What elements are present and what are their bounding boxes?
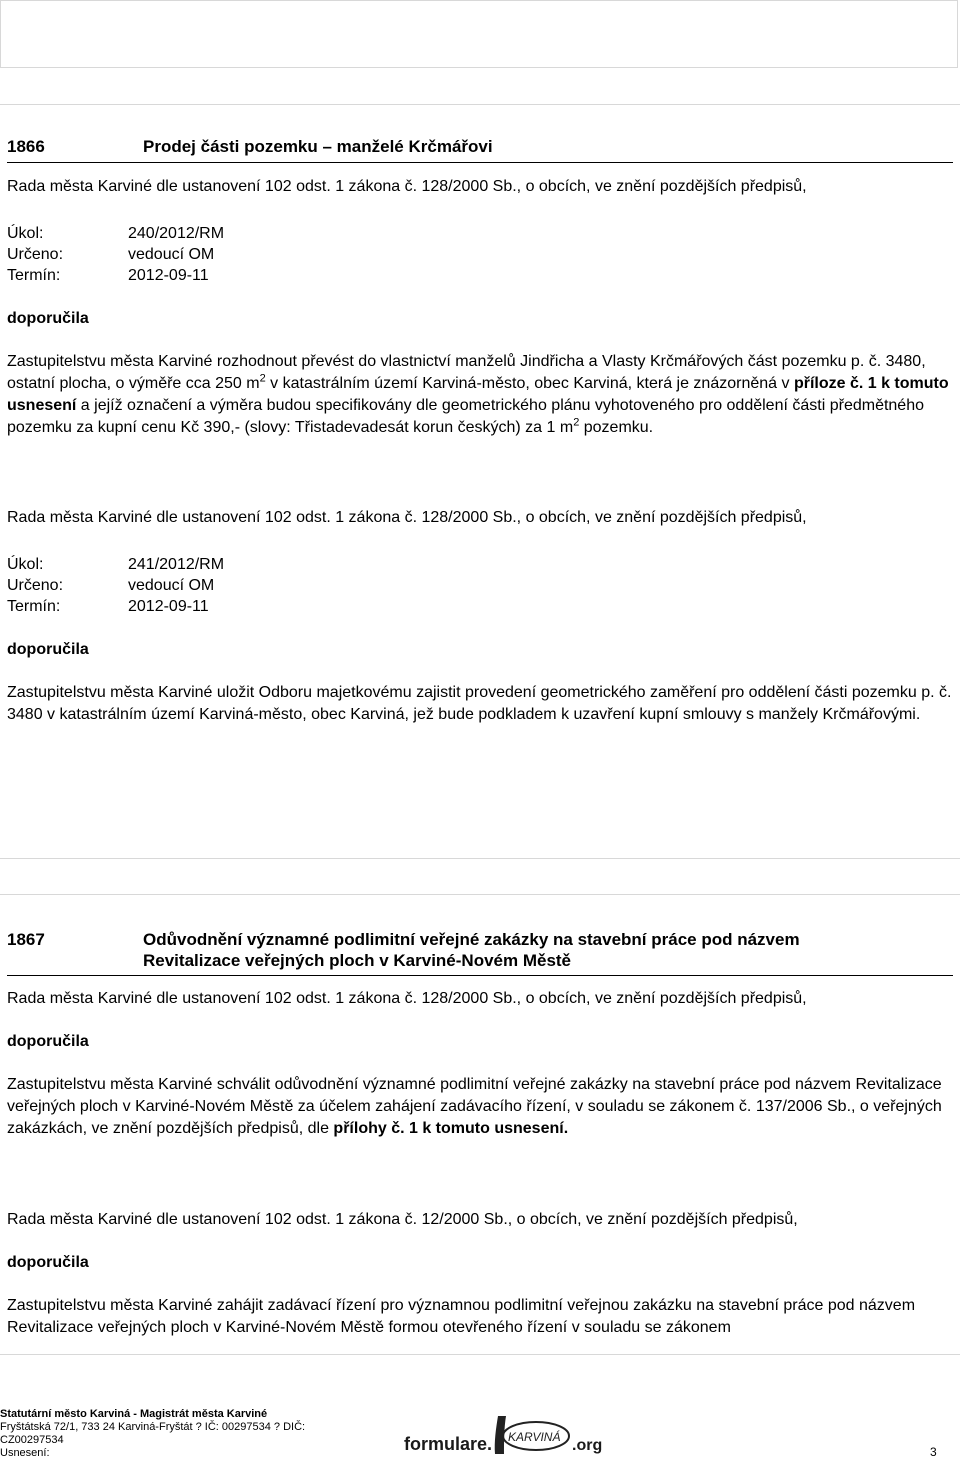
resolution-verb: doporučila xyxy=(7,1254,89,1271)
assigned-value: vedoucí OM xyxy=(128,246,215,263)
resolution-intro: Rada města Karviné dle ustanovení 102 odst. 1 zákona č. 12/2000 Sb., o obcích, ve znění pozdějších předpisů, xyxy=(7,1211,798,1228)
logo-text-right: .org xyxy=(572,1437,603,1454)
assigned-value: vedoucí OM xyxy=(128,577,215,594)
footer-dic: CZ00297534 xyxy=(0,1434,64,1446)
logo-text-left: formulare. xyxy=(404,1434,493,1454)
title-rule xyxy=(7,975,953,976)
resolution-verb: doporučila xyxy=(7,1033,89,1050)
item-number: 1866 xyxy=(7,137,45,156)
task-info xyxy=(7,554,224,617)
assigned-label: Určeno: xyxy=(7,246,64,263)
item-number: 1867 xyxy=(7,930,45,949)
formulare-logo xyxy=(400,1406,620,1457)
task-value: 241/2012/RM xyxy=(128,556,225,573)
footer xyxy=(0,1408,305,1460)
item-title-line: Odůvodnění významné podlimitní veřejné zakázky na stavební práce pod názvem xyxy=(143,930,800,949)
task-info xyxy=(7,223,224,286)
resolution-verb: doporučila xyxy=(7,641,89,658)
page-separator xyxy=(0,894,960,895)
resolution-text: Zastupitelstvu města Karviné schválit odůvodnění významné podlimitní veřejné zakázky na stavební práce pod názvem Revitalizace veřejných ploch v Karviné-Novém Městě za účelem zahájení zadávacího řízení, v souladu se zákonem č. 137/2006 Sb., o veřejných zakázkách, ve znění pozdějších předpisů, dle přílohy č. 1 k tomuto usnesení. xyxy=(7,1076,942,1137)
resolution-text: Zastupitelstvu města Karviné uložit Odboru majetkovému zajistit provedení geometrického zaměření pro oddělení části pozemku p. č. 3480 v katastrálním území Karviná-město, obec Karviná, jež bude podkladem k uzavření kupní smlouvy s manžely Krčmářovými. xyxy=(7,684,952,723)
logo-text-mid: KARVINÁ xyxy=(508,1430,561,1444)
footer-label: Usnesení: xyxy=(0,1447,50,1459)
page-separator xyxy=(0,1354,960,1355)
header-blank-area xyxy=(0,0,958,68)
page-separator xyxy=(0,858,960,859)
resolution-text: Zastupitelstvu města Karviné rozhodnout převést do vlastnictví manželů Jindřicha a Vlasty Krčmářových část pozemku p. č. 3480, ostatní plocha, o výměře cca 250 $m^2$ v katastrálním území Karviná-město, obec Karviná, která je znázorněná v příloze č. 1 k tomuto usnesení a jejíž označení a výměra budou specifikovány dle geometrického plánu vyhotoveného pro oddělení části předmětného pozemku za kupní cenu Kč 390,- (slovy: Třistadevadesát korun českých) za 1 $m^2$ pozemku. xyxy=(7,353,949,436)
task-value: 240/2012/RM xyxy=(128,225,225,242)
item-title-line: Revitalizace veřejných ploch v Karviné-Novém Městě xyxy=(143,951,572,970)
task-label: Úkol: xyxy=(7,225,44,242)
item-title: Prodej části pozemku – manželé Krčmářovi xyxy=(143,137,493,156)
resolution-text: Zastupitelstvu města Karviné zahájit zadávací řízení pro významnou podlimitní veřejnou zakázku na stavební práce pod názvem Revitalizace veřejných ploch v Karviné-Novém Městě formou otevřeného řízení v souladu se zákonem xyxy=(7,1297,916,1336)
resolution-intro: Rada města Karviné dle ustanovení 102 odst. 1 zákona č. 128/2000 Sb., o obcích, ve znění pozdějších předpisů, xyxy=(7,509,807,526)
page-number: 3 xyxy=(930,1445,937,1459)
assigned-label: Určeno: xyxy=(7,577,64,594)
resolution-verb: doporučila xyxy=(7,310,89,327)
deadline-label: Termín: xyxy=(7,267,61,284)
deadline-value: 2012-09-11 xyxy=(128,598,209,615)
title-rule xyxy=(7,162,953,163)
resolution-intro: Rada města Karviné dle ustanovení 102 odst. 1 zákona č. 128/2000 Sb., o obcích, ve znění pozdějších předpisů, xyxy=(7,178,807,195)
page-separator xyxy=(0,104,960,105)
footer-org: Statutární město Karviná - Magistrát města Karviné xyxy=(0,1408,268,1420)
task-label: Úkol: xyxy=(7,556,44,573)
deadline-label: Termín: xyxy=(7,598,61,615)
deadline-value: 2012-09-11 xyxy=(128,267,209,284)
footer-address: Fryštátská 72/1, 733 24 Karviná-Fryštát ? IČ: 00297534 ? DIČ: xyxy=(0,1421,306,1433)
resolution-intro: Rada města Karviné dle ustanovení 102 odst. 1 zákona č. 128/2000 Sb., o obcích, ve znění pozdějších předpisů, xyxy=(7,990,807,1007)
